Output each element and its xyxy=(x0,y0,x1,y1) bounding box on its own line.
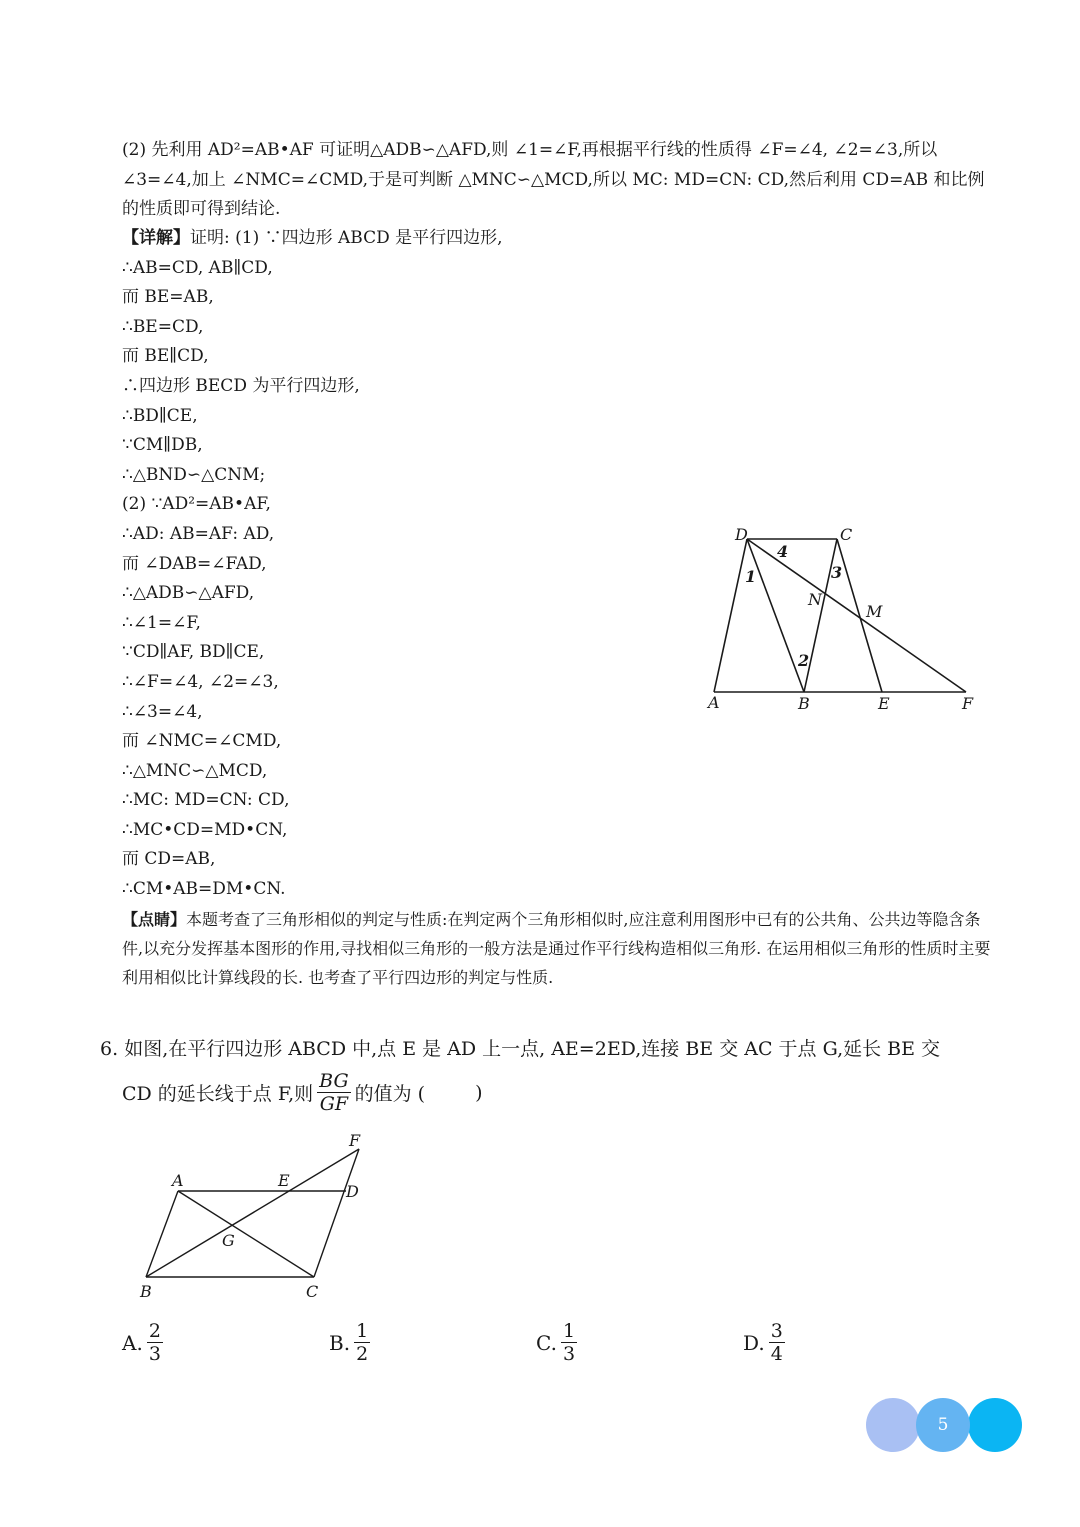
option-d-fraction: $\frac{3}{4}$ xyxy=(770,1320,783,1365)
option-b[interactable]: B. $\frac{1}{2}$ xyxy=(329,1320,369,1365)
fig1-angle-1: 1 xyxy=(745,567,757,586)
proof-line: ∴BD∥CE, xyxy=(122,405,198,426)
proof-line: ∴△BND∽△CNM; xyxy=(122,464,266,485)
fig2-label-E: E xyxy=(278,1171,290,1190)
fig1-label-F: F xyxy=(962,694,974,713)
fig1-label-C: C xyxy=(840,525,853,544)
fig2-label-A: A xyxy=(172,1171,184,1190)
proof-line: 而 ∠DAB=∠FAD, xyxy=(122,553,267,574)
bg-gf-fraction: $\frac{BG}{GF}$ xyxy=(319,1070,349,1115)
proof-line: ∴AB=CD, AB∥CD, xyxy=(122,257,273,278)
proof-line: ∴∠3=∠4, xyxy=(122,701,203,722)
comment-block xyxy=(122,905,992,992)
option-a-fraction: $\frac{2}{3}$ xyxy=(148,1320,161,1365)
fig2-label-C: C xyxy=(306,1282,319,1301)
proof-line: ∴BE=CD, xyxy=(122,316,204,337)
proof-line: ∴∠1=∠F, xyxy=(122,612,201,633)
fig1-label-E: E xyxy=(878,694,890,713)
analysis-paragraph: (2) 先利用 AD²=AB•AF 可证明△ADB∽△AFD,则 ∠1=∠F,再根据平行线的性质得 ∠F=∠4, ∠2=∠3,所以 ∠3=∠4,加上 ∠NMC=∠CMD,于是可判断 △MNC∽△MCD,所以 MC: MD=CN: CD,然后利用 CD=AB 和比例的性质即可得到结论. xyxy=(122,140,985,219)
proof-line: 而 ∠NMC=∠CMD, xyxy=(122,731,282,752)
proof-line: ∴CM•AB=DM•CN. xyxy=(122,879,286,900)
fig1-label-N: N xyxy=(808,590,822,609)
page-number-badge xyxy=(866,1398,1024,1452)
fig1-label-M: M xyxy=(866,602,883,621)
answer-options xyxy=(122,1320,942,1370)
detail-heading: 【详解】 xyxy=(122,228,190,248)
proof-line: ∵CM∥DB, xyxy=(122,435,203,456)
proof-line: ∴MC•CD=MD•CN, xyxy=(122,819,288,840)
proof-line: ∴MC: MD=CN: CD, xyxy=(122,790,290,811)
comment-heading: 【点睛】 xyxy=(122,910,187,929)
question-6-line2: CD 的延长线于点 F,则 $\frac{BG}{GF}$ 的值为 ( ) xyxy=(122,1070,483,1115)
fig1-angle-4: 4 xyxy=(777,542,789,561)
fig1-label-A: A xyxy=(708,693,720,712)
option-c[interactable]: C. $\frac{1}{3}$ xyxy=(536,1320,576,1365)
proof-line: ∴△ADB∽△AFD, xyxy=(122,583,255,604)
option-b-fraction: $\frac{1}{2}$ xyxy=(356,1320,369,1365)
fig1-label-D: D xyxy=(735,525,748,544)
fig1-angle-3: 3 xyxy=(831,563,843,582)
question-6-line1: 6. 如图,在平行四边形 ABCD 中,点 E 是 AD 上一点, AE=2ED,连接 BE 交 AC 于点 G,延长 BE 交 xyxy=(100,1038,941,1060)
proof-line-0: 【详解】证明: (1) ∵四边形 ABCD 是平行四边形, xyxy=(122,228,503,248)
proof-line: (2) ∵AD²=AB•AF, xyxy=(122,494,271,515)
proof-line: ∴△MNC∽△MCD, xyxy=(122,760,268,781)
badge-circle-right xyxy=(968,1398,1022,1452)
proof-line: 而 BE∥CD, xyxy=(122,346,209,367)
fig1-label-B: B xyxy=(798,694,810,713)
fig1-angle-2: 2 xyxy=(798,651,810,670)
proof-line: ∴四边形 BECD 为平行四边形, xyxy=(122,375,360,396)
fig2-label-D: D xyxy=(346,1182,359,1201)
option-a[interactable]: A. $\frac{2}{3}$ xyxy=(122,1320,161,1365)
geometry-figure-2 xyxy=(132,1125,372,1305)
page-number: 5 xyxy=(916,1398,970,1452)
fig2-label-B: B xyxy=(140,1282,152,1301)
proof-line: ∴∠F=∠4, ∠2=∠3, xyxy=(122,671,279,692)
option-c-fraction: $\frac{1}{3}$ xyxy=(562,1320,576,1365)
proof-line: ∴AD: AB=AF: AD, xyxy=(122,523,275,544)
badge-circle-left xyxy=(866,1398,920,1452)
proof-line: 而 BE=AB, xyxy=(122,287,214,308)
comment-text: 本题考查了三角形相似的判定与性质:在判定两个三角形相似时,应注意利用图形中已有的公共角、公共边等隐含条件,以充分发挥基本图形的作用,寻找相似三角形的一般方法是通过作平行线构造相似三角形. 在运用相似三角形的性质时主要利用相似比计算线段的长. 也考查了平行四边形的判定与性质. xyxy=(122,910,991,987)
proof-block xyxy=(122,224,682,905)
fig2-label-F: F xyxy=(349,1131,361,1150)
question-number: 6. xyxy=(100,1038,119,1060)
fig2-label-G: G xyxy=(222,1231,235,1250)
proof-line: 而 CD=AB, xyxy=(122,849,216,870)
proof-line: ∵CD∥AF, BD∥CE, xyxy=(122,642,265,663)
option-d[interactable]: D. $\frac{3}{4}$ xyxy=(743,1320,783,1365)
geometry-figure-1 xyxy=(700,515,990,720)
